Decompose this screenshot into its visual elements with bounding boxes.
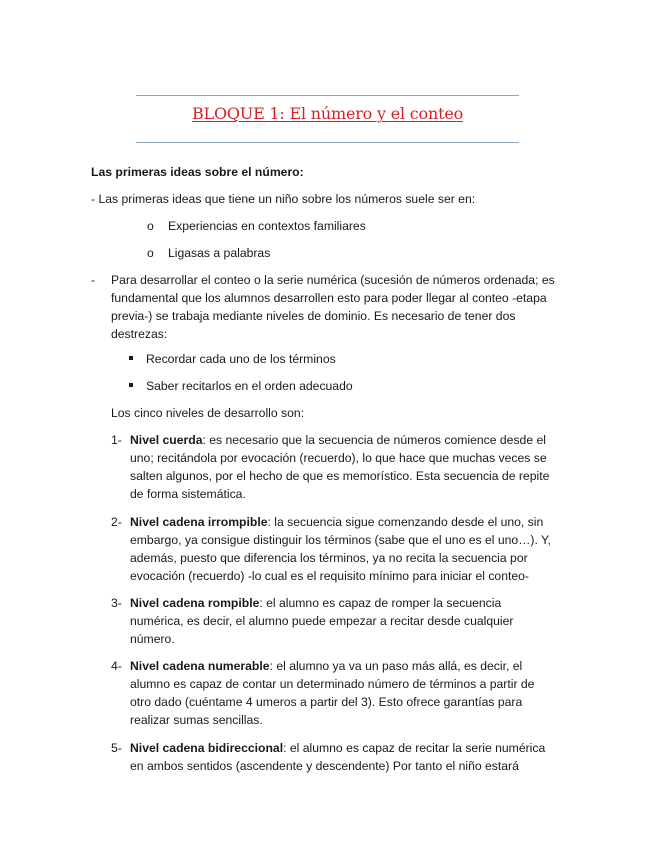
- level-line: realizar sumas sencillas.: [130, 713, 263, 727]
- dash-bullet: -: [91, 273, 96, 287]
- level-name: Nivel cadena bidireccional: [130, 741, 284, 755]
- level-line: embargo, ya consigue distinguir los términos (sabe que el uno es el uno…). Y,: [130, 533, 551, 547]
- level-text: : el alumno es capaz de romper la secuencia: [259, 596, 502, 610]
- list-item-text: Experiencias en contextos familiares: [168, 219, 366, 233]
- counting-paragraph: [111, 271, 571, 343]
- section-heading: Las primeras ideas sobre el número:: [91, 165, 304, 179]
- level-line: en ambos sentidos (ascendente y descendente) Por tanto el niño estará: [130, 759, 519, 773]
- level-name: Nivel cadena rompible: [130, 596, 260, 610]
- square-bullet-icon: [129, 383, 133, 387]
- circle-bullet: o: [147, 219, 154, 233]
- level-text: : la secuencia sigue comenzando desde el uno, sin: [267, 515, 544, 529]
- paragraph-line: destrezas:: [111, 327, 168, 341]
- level-line: numérica, es decir, el alumno puede empezar a recitar desde cualquier: [130, 614, 514, 628]
- list-item: [147, 244, 270, 262]
- level-number: 2-: [111, 515, 122, 529]
- level-line: de forma sistemática.: [130, 487, 246, 501]
- level-line: número.: [130, 632, 175, 646]
- level-name: Nivel cuerda: [130, 433, 203, 447]
- intro-line: - Las primeras ideas que tiene un niño sobre los números suele ser en:: [91, 192, 476, 206]
- title-top-rule: [136, 95, 519, 96]
- list-item: [129, 377, 353, 395]
- page-title: BLOQUE 1: El número y el conteo: [191, 104, 464, 123]
- level-text: : es necesario que la secuencia de números comience desde el: [202, 433, 546, 447]
- level-name: Nivel cadena irrompible: [130, 515, 268, 529]
- level-line: además, puesto que diferencia los términos, ya no recita la secuencia por: [130, 551, 528, 565]
- level-line: salten algunos, por el hecho de que es memorístico. Esta secuencia de repite: [130, 469, 550, 483]
- level-name: Nivel cadena numerable: [130, 659, 270, 673]
- level-text: : el alumno es capaz de recitar la serie numérica: [283, 741, 546, 755]
- levels-intro: Los cinco niveles de desarrollo son:: [111, 406, 305, 420]
- paragraph-line: previa-) se trabaja mediante niveles de dominio. Es necesario de tener dos: [111, 309, 516, 323]
- level-number: 4-: [111, 659, 122, 673]
- level-line: uno; recitándola por evocación (recuerdo), lo que hace que muchas veces se: [130, 451, 547, 465]
- level-line: otro dado (cuéntame 4 umeros a partir del 3). Esto ofrece garantías para: [130, 695, 523, 709]
- square-bullet-icon: [129, 356, 133, 360]
- list-item-text: Recordar cada uno de los términos: [146, 352, 336, 366]
- list-item-text: Ligasas a palabras: [168, 246, 271, 260]
- level-number: 1-: [111, 433, 122, 447]
- level-line: alumno es capaz de contar un determinado número de términos a partir de: [130, 677, 535, 691]
- level-text: : el alumno ya va un paso más allá, es decir, el: [269, 659, 523, 673]
- level-number: 3-: [111, 596, 122, 610]
- circle-bullet: o: [147, 246, 154, 260]
- list-item: [147, 217, 366, 235]
- list-item-text: Saber recitarlos en el orden adecuado: [146, 379, 353, 393]
- paragraph-line: Para desarrollar el conteo o la serie numérica (sucesión de números ordenada; es: [111, 273, 555, 287]
- title-bottom-rule: [136, 142, 519, 143]
- paragraph-line: fundamental que los alumnos desarrollen esto para poder llegar al conteo -etapa: [111, 291, 547, 305]
- level-line: evocación (recuerdo) -lo cual es el requisito mínimo para iniciar el conteo-: [130, 569, 529, 583]
- level-number: 5-: [111, 741, 122, 755]
- list-item: [129, 350, 336, 368]
